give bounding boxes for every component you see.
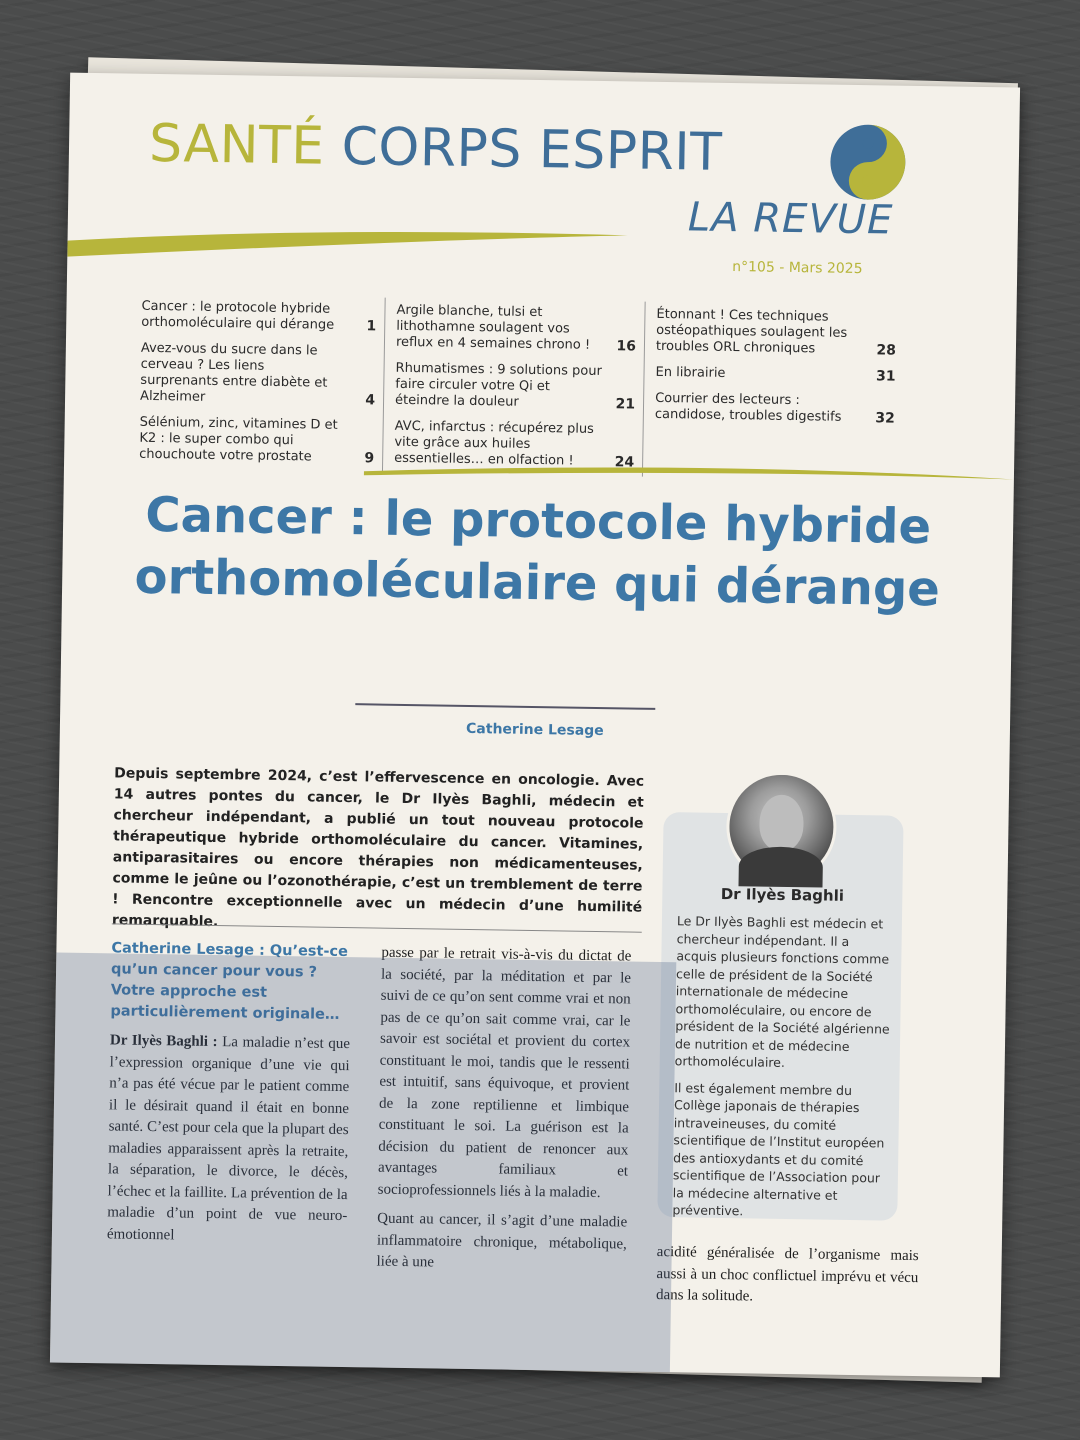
toc-item bbox=[141, 299, 376, 335]
article-column-3 bbox=[656, 1242, 919, 1319]
toc-item-page: 24 bbox=[614, 454, 635, 471]
answer-text: La maladie n’est que l’expression organique d’une vie qui n’a pas été vécue par le patient comme il le désirait quand il était en bonne santé. C’est pour cela que la plupart des maladies apparaissent après la retraite, la séparation, le divorce, le décès, l’échec et la faillite. La prévention de la maladie d’un point de vue neuro-émotionnel bbox=[106, 1034, 351, 1243]
bio-paragraph: Il est également membre du Collège japonais de thérapies intraveineuses, du comité scientifique de l’Institut européen des antioxydants et du comité scientifique de l’Association pour la médecine alternative et préventive. bbox=[672, 1079, 885, 1219]
photo-shadow-overlay bbox=[50, 953, 676, 1378]
toc-item-page: 4 bbox=[365, 392, 376, 409]
masthead-title-part1: SANTÉ bbox=[148, 113, 326, 177]
portrait-photo bbox=[726, 771, 838, 883]
masthead-title bbox=[149, 114, 723, 183]
toc-item bbox=[395, 361, 636, 413]
toc-item-title: Avez-vous du sucre dans le cerveau ? Les liens surprenants entre diabète et Alzheimer bbox=[139, 340, 328, 405]
bio-name: Dr Ilyès Baghli bbox=[720, 884, 845, 905]
toc-item bbox=[655, 365, 895, 385]
toc-item-title: Cancer : le protocole hybride orthomoléculaire qui dérange bbox=[141, 298, 335, 333]
toc-item-title: Argile blanche, tulsi et lithothamne soulagent vos reflux en 4 semaines chrono ! bbox=[395, 302, 591, 353]
article-lede: Depuis septembre 2024, c’est l’effervescence en oncologie. Avec 14 autres pontes du cancer, le Dr Ilyès Baghli, médecin et chercheur indépendant, a publié un tout nouveau protocole thérapeutique hybride orthomoléculaire du cancer. Vitamines, antiparasitaires ou encore thérapies non médicamenteuses, comme le jeûne ou l’ozonothérapie, c’est un tremblement de terre ! Rencontre exceptionnelle avec un médecin d’une humilité remarquable. bbox=[111, 765, 645, 931]
toc-item-title: AVC, infarctus : récupérez plus vite grâce aux huiles essentielles… en olfaction ! bbox=[394, 418, 595, 469]
headline-rule bbox=[355, 703, 655, 710]
bio-paragraph: Le Dr Ilyès Baghli est médecin et chercheur indépendant. Il a acquis plusieurs fonctions comme celle de président de la Société internationale de médecine orthomoléculaire, ou encore de président de la Société algérienne de nutrition et de médecine orthomoléculaire. bbox=[674, 913, 890, 1070]
toc-item-page: 1 bbox=[366, 318, 377, 335]
toc-item-title: Courrier des lecteurs : candidose, troubles digestifs bbox=[654, 390, 842, 425]
portrait-face bbox=[759, 795, 804, 852]
toc-item-title: Rhumatismes : 9 solutions pour faire circuler votre Qi et éteindre la douleur bbox=[394, 360, 602, 410]
toc-item-page: 21 bbox=[615, 396, 636, 413]
toc-item-title: Étonnant ! Ces techniques ostéopathiques soulagent les troubles ORL chroniques bbox=[655, 306, 848, 357]
body-paragraph: passe par le retrait vis-à-vis du dictat de la société, par la méditation et par le suivi de ce qu’on sent comme vrai et non pas de ce qu’on sait comme vrai, car le savoir est sociétal et provient du cortex constituant le moi, tandis que le ressenti est intuitif, sans équivoque, et provient de la zone reptilienne et limbique constituant le soi. La guérison est la décision du patient de renoncer aux avantages familiaux et socioprofessionnels liés à la maladie. bbox=[377, 944, 632, 1201]
toc-column-3 bbox=[655, 307, 897, 437]
masthead-subtitle: LA REVUE bbox=[687, 194, 894, 244]
toc-item-page: 9 bbox=[364, 450, 375, 467]
masthead-title-part2: CORPS ESPRIT bbox=[341, 116, 723, 183]
body-paragraph: Quant au cancer, il s’agit d’une maladie inflammatoire chronique, métabolique, liée à une bbox=[376, 1210, 628, 1271]
toc-item bbox=[655, 391, 895, 427]
toc-item bbox=[396, 303, 637, 355]
toc-item-page: 31 bbox=[875, 368, 896, 385]
toc-divider bbox=[382, 298, 386, 473]
portrait-shoulders bbox=[738, 846, 823, 887]
toc-divider bbox=[642, 302, 646, 477]
toc-item-page: 16 bbox=[616, 338, 637, 355]
speaker-label: Dr Ilyès Baghli : bbox=[109, 1032, 218, 1051]
toc-item-title: Sélénium, zinc, vitamines D et K2 : le super combo qui chouchoute votre prostate bbox=[139, 414, 338, 465]
issue-label: n°105 - Mars 2025 bbox=[732, 259, 863, 278]
toc-item bbox=[656, 307, 897, 359]
article-author: Catherine Lesage bbox=[465, 720, 604, 740]
toc-item-title: En librairie bbox=[655, 364, 726, 381]
toc-item-page: 28 bbox=[876, 342, 897, 359]
interview-question: Catherine Lesage : Qu’est-ce qu’un cancer pour vous ? Votre approche est particulièrement originale… bbox=[110, 940, 348, 1023]
bio-text bbox=[672, 912, 892, 1231]
toc-item bbox=[140, 341, 376, 409]
toc-item-page: 32 bbox=[875, 410, 895, 427]
body-paragraph: acidité généralisée de l’organisme mais aussi à un choc conflictuel imprévu et vécu dans la solitude. bbox=[655, 1243, 919, 1305]
article-headline: Cancer : le protocole hybride orthomoléculaire qui dérange bbox=[134, 486, 941, 618]
yin-yang-icon bbox=[828, 123, 907, 202]
magazine-cover bbox=[50, 73, 1020, 1378]
